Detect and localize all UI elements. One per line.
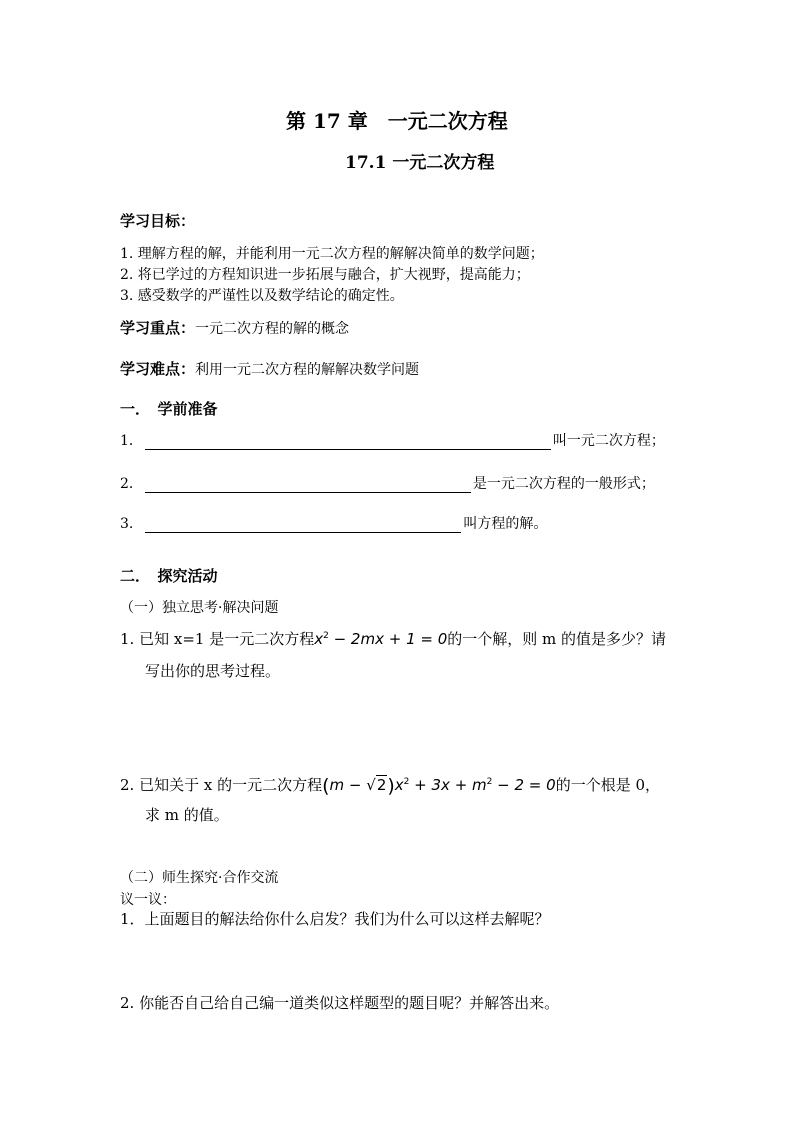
fill-blank[interactable]	[145, 477, 471, 493]
question-text: 已知关于 x 的一元二次方程	[139, 776, 323, 794]
prep-item-1	[120, 430, 665, 450]
question-1-line2: 写出你的思考过程。	[145, 662, 281, 680]
equation-2: $(m - √2)x^2 + 3x + m^2 - 2 = 0$	[322, 775, 556, 797]
question-num: 1.	[120, 630, 135, 648]
fill-blank[interactable]	[145, 517, 461, 533]
objective-item: 2. 将已学过的方程知识进一步拓展与融合，扩大视野，提高能力；	[120, 267, 530, 283]
prep-item-num: 1．	[120, 433, 143, 449]
discuss-label: 议一议：	[120, 892, 176, 908]
difficulty-label: 学习难点：	[120, 360, 196, 378]
prep-item-suffix: 叫一元二次方程；	[552, 433, 665, 449]
section2-heading: 二． 探究活动	[120, 567, 218, 585]
key-point-label: 学习重点：	[120, 319, 196, 337]
prep-item-2	[120, 473, 655, 493]
section1-heading: 一． 学前准备	[120, 400, 218, 418]
question-2	[120, 774, 660, 797]
page-title: 第 17 章 一元二次方程	[286, 109, 508, 133]
question-1	[120, 628, 666, 649]
objective-item: 3. 感受数学的严谨性以及数学结论的确定性。	[120, 288, 404, 304]
difficulty	[120, 358, 419, 379]
prep-item-suffix: 是一元二次方程的一般形式；	[472, 476, 655, 492]
part1-heading: （一）独立思考·解决问题	[120, 600, 279, 616]
page-subtitle: 17.1 一元二次方程	[345, 153, 495, 173]
prep-item-num: 3.	[120, 516, 134, 532]
key-point	[120, 317, 349, 338]
part2-heading: （二）师生探究·合作交流	[120, 870, 279, 886]
equation-1: $x^2 - 2mx + 1 = 0$	[314, 630, 448, 648]
question-num: 2.	[120, 776, 135, 794]
prep-item-num: 2．	[120, 476, 143, 492]
prep-item-suffix: 叫方程的解。	[463, 516, 548, 532]
sqrt-symbol: √2	[366, 776, 387, 794]
discuss-question-1: 1．上面题目的解法给你什么启发？我们为什么可以这样去解呢？	[120, 910, 550, 928]
objective-item: 1. 理解方程的解，并能利用一元二次方程的解解决简单的数学问题；	[120, 246, 544, 262]
question-2-line2: 求 m 的值。	[145, 806, 229, 824]
prep-item-3	[120, 513, 547, 533]
question-text: 的一个根是 0，	[555, 776, 660, 794]
question-text: 的一个解，则 m 的值是多少？请	[447, 630, 667, 648]
fill-blank[interactable]	[145, 434, 551, 450]
question-text: 已知 x=1 是一元二次方程	[139, 630, 315, 648]
discuss-question-2: 2. 你能否自己给自己编一道类似这样题型的题目呢？并解答出来。	[120, 994, 560, 1012]
key-point-text: 一元二次方程的解的概念	[195, 321, 350, 337]
objectives-heading: 学习目标：	[120, 212, 196, 230]
difficulty-text: 利用一元二次方程的解解决数学问题	[195, 362, 420, 378]
